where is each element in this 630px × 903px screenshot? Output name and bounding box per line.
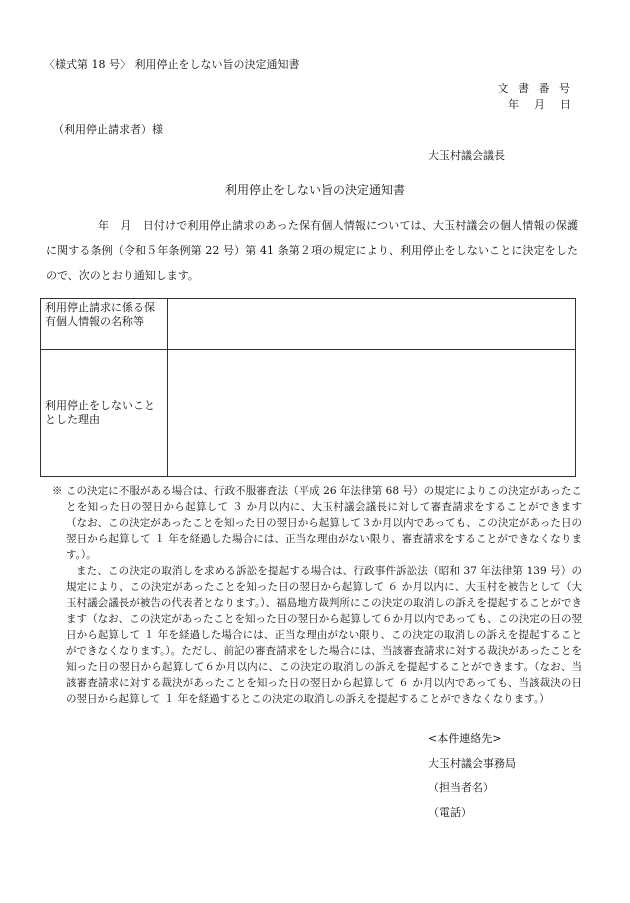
- contact-phone: （電話）: [428, 806, 472, 819]
- table-row: [41, 299, 576, 350]
- personal-info-name-value: [168, 299, 576, 350]
- contact-office: 大玉村議会事務局: [428, 757, 516, 770]
- personal-info-name-label: 利用停止請求に係る保有個人情報の名称等: [41, 299, 168, 350]
- notes-section: [52, 483, 582, 707]
- table-row: [41, 350, 576, 477]
- reason-value: [168, 350, 576, 477]
- document-date: 年 月 日: [508, 98, 573, 111]
- body-paragraph: 年 月 日付けで利用停止請求のあった保有個人情報については、大玉村議会の個人情報の保護に関する条例（令和５年条例第 22 号）第 41 条第２項の規定により、利用停止をしないことに決定をしたので、次のとおり通知します。: [46, 219, 578, 282]
- form-number-label: 〈様式第 18 号〉 利用停止をしない旨の決定通知書: [44, 58, 300, 71]
- appeal-note: ※ この決定に不服がある場合は、行政不服審査法（平成 26 年法律第 68 号）の規定によりこの決定があったことを知った日の翌日から起算して ３ か月以内に、大玉村議会議長に対して審査請求をすることができます（なお、この決定があったことを知った日の翌日から起算して３か月以内であっても、この決定があった日の翌日から起算して １ 年を経過した場合には、正当な理由がない限り、審査請求をすることができなくなります。）。: [52, 485, 582, 561]
- sender: 大玉村議会議長: [428, 149, 505, 162]
- addressee: （利用停止請求者）様: [53, 123, 163, 136]
- lawsuit-note: また、この決定の取消しを求める訴訟を提起する場合は、行政事件訴訟法（昭和 37 年法律第 139 号）の規定により、この決定があったことを知った日の翌日から起算して ６ か月以内に、大玉村を被告として（大玉村議会議長が被告の代表者となります。）、福島地方裁判所にこの決定の取消しの訴えを提起することができます（なお、この決定があったことを知った日の翌日から起算して６か月以内であっても、この決定の日の翌日から起算して １ 年を経過した場合には、正当な理由がない限り、この決定の取消しの訴えを提起することができなくなります。）。ただし、前記の審査請求をした場合には、当該審査請求に対する裁決があったことを知った日の翌日から起算して６か月以内に、この決定の取消しの訴えを提起することができます。（なお、当該審査請求に対する裁決があったことを知った日の翌日から起算して ６ か月以内であっても、当該裁決の日の翌日から起算して １ 年を経過するとこの決定の取消しの訴えを提起することができなくなります。）: [66, 565, 582, 705]
- contact-heading: <本件連絡先>: [428, 732, 502, 745]
- reason-label: 利用停止をしないこととした理由: [41, 350, 168, 477]
- info-table: [40, 298, 576, 477]
- document-number: 文 書 番 号: [497, 82, 573, 95]
- document-title: 利用停止をしない旨の決定通知書: [224, 183, 405, 197]
- contact-person: （担当者名）: [428, 781, 494, 794]
